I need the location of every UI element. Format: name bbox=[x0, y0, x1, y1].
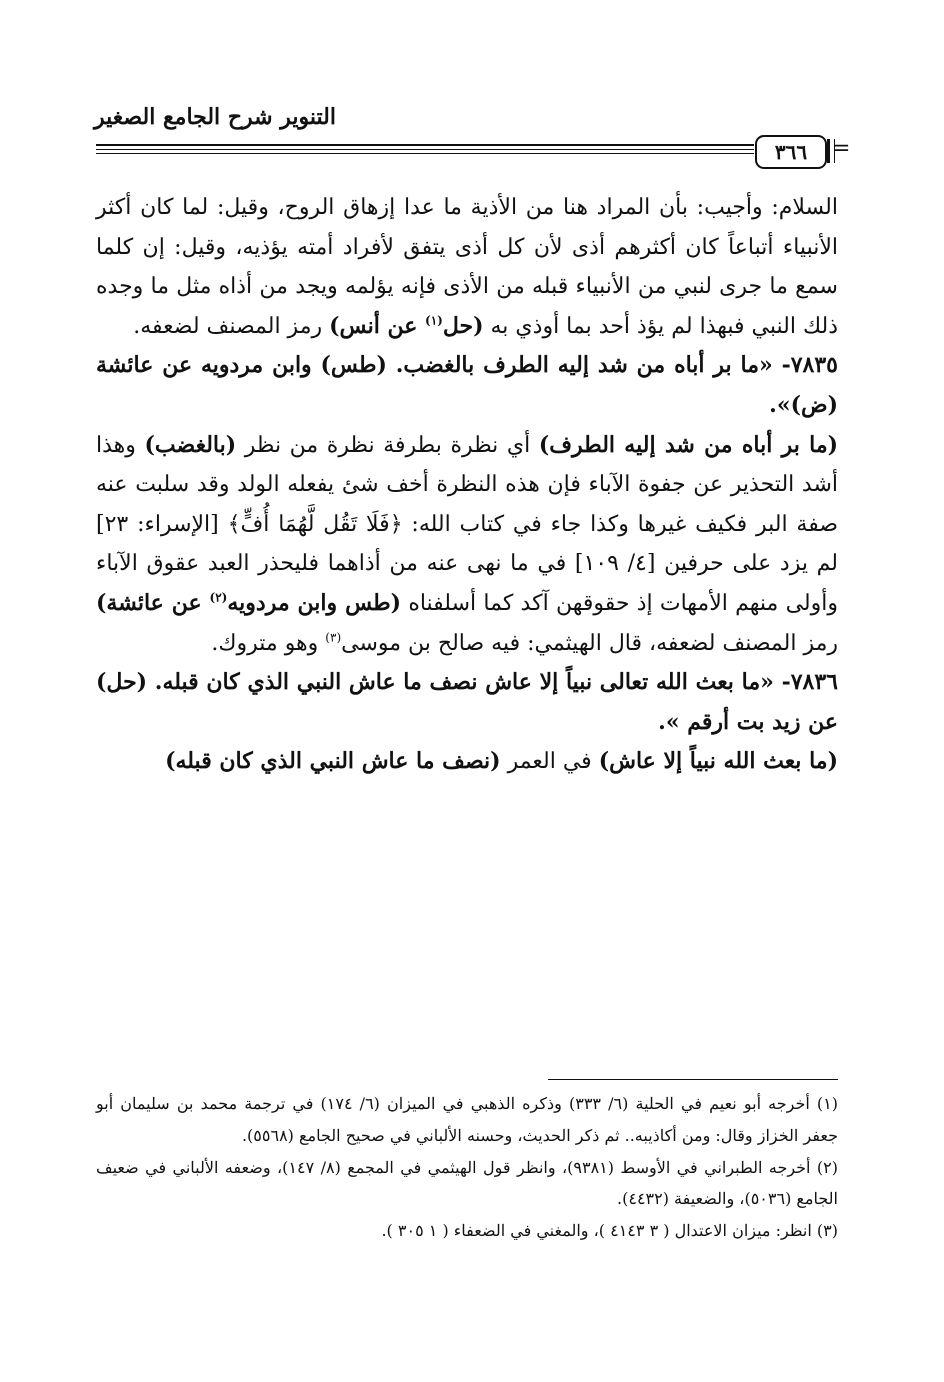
text-run: في العمر bbox=[507, 749, 592, 775]
footnotes bbox=[96, 1088, 838, 1247]
source-ref bbox=[96, 590, 401, 616]
footnote-marker: (٣) bbox=[325, 630, 342, 645]
text-run: رمز المصنف لضعفه. bbox=[133, 313, 323, 339]
header-dash: = bbox=[832, 136, 851, 161]
quoted-matn: (ما بعث الله نبياً إلا عاش) bbox=[598, 748, 838, 775]
source-ref bbox=[329, 313, 483, 339]
text-run: أي نظرة بطرفة نظرة من نظر bbox=[244, 432, 531, 458]
footnote-marker: (٢) bbox=[209, 590, 228, 605]
narrator-ref: عن عائشة) bbox=[96, 589, 202, 616]
running-header-title: التنوير شرح الجامع الصغير bbox=[94, 104, 336, 130]
quoted-matn: (بالغضب) bbox=[144, 431, 237, 458]
header-rule bbox=[96, 144, 754, 146]
quoted-matn: (ما بر أباه من شد إليه الطرف) bbox=[538, 431, 839, 458]
source-ref-text: (حل bbox=[442, 312, 484, 339]
footnote-3: (٣) انظر: ميزان الاعتدال ( ٣ ٤١٤٣ )، والمغني في الضعفاء ( ١ ٣٠٥ ). bbox=[381, 1221, 838, 1241]
hadith-7836: ٧٨٣٦- «ما بعث الله تعالى نبياً إلا عاش نصف ما عاش النبي الذي كان قبله. (حل) عن زيد بت أرقم ». bbox=[96, 669, 838, 735]
footnote-separator bbox=[548, 1079, 838, 1080]
footnote-marker: (١) bbox=[425, 313, 443, 328]
text-run: السلام: وأجيب: بأن المراد هنا من الأذية ما عدا إزهاق الروح، وقيل: لما كان أكثر الأنبياء أتباعاً كان أكثرهم أذى لأن كل أذى يتفق لأفراد أمته يؤذيه، وقيل: إن كلما سمع ما جرى لنبي من الأنبياء قبله من الأذى فإنه يؤلمه ويجد من أذاه مثل ما وجده ذلك النبي فبهذا لم يؤذ أحد بما أوذي به bbox=[96, 195, 838, 339]
header-rule-double-top bbox=[96, 149, 754, 150]
source-ref-text: (طس وابن مردويه bbox=[227, 589, 402, 616]
quoted-matn: (نصف ما عاش النبي الذي كان قبله) bbox=[165, 748, 501, 775]
hadith-7835: ٧٨٣٥- «ما بر أباه من شد إليه الطرف بالغضب. (طس) وابن مردويه عن عائشة (ض)». bbox=[96, 352, 838, 418]
text-run: وهو متروك. bbox=[211, 630, 319, 656]
narrator-ref: عن أنس) bbox=[329, 312, 418, 339]
footnote-1: (١) أخرجه أبو نعيم في الحلية (٦/ ٣٣٣) وذكره الذهبي في الميزان (٦/ ١٧٤) في ترجمة محمد بن سليمان أبو جعفر الخزاز وقال: ومن أكاذيبه.. ثم ذكر الحديث، وحسنه الألباني في صحيح الجامع (٥٥٦٨). bbox=[96, 1094, 839, 1145]
text-run: رمز المصنف لضعفه، قال الهيثمي: فيه صالح بن موسى bbox=[341, 630, 838, 656]
paragraph-commentary-3 bbox=[96, 742, 838, 782]
footnote-2: (٢) أخرجه الطبراني في الأوسط (٩٣٨١)، وانظر قول الهيثمي في المجمع (٨/ ١٤٧)، وضعفه الألباني في ضعيف الجامع (٥٠٣٦)، والضعيفة (٤٤٣٢). bbox=[96, 1157, 838, 1209]
paragraph-commentary-1 bbox=[96, 188, 838, 346]
page-number: ٣٦٦ bbox=[755, 135, 827, 169]
main-text bbox=[96, 188, 838, 782]
header-rule-double-bottom bbox=[96, 153, 754, 154]
paragraph-commentary-2 bbox=[96, 426, 838, 664]
text-run: وهذا أشد التحذير عن جفوة الآباء فإن هذه النظرة أخف شئ يفعله الولد وقد سلبت عنه صفة البر فكيف غيرها وكذا جاء في كتاب الله: ﴿فَلَا تَقُل لَّهُمَا أُفٍّ﴾ [الإسراء: ٢٣] لم يزد على حرفين [٤/ ١٠٩] في ما نهى عنه من أذاهما فليحذر العبد عقوق الآباء وأولى منهم الأمهات إذ حقوقهن آكد كما أسلفناه bbox=[96, 432, 838, 616]
